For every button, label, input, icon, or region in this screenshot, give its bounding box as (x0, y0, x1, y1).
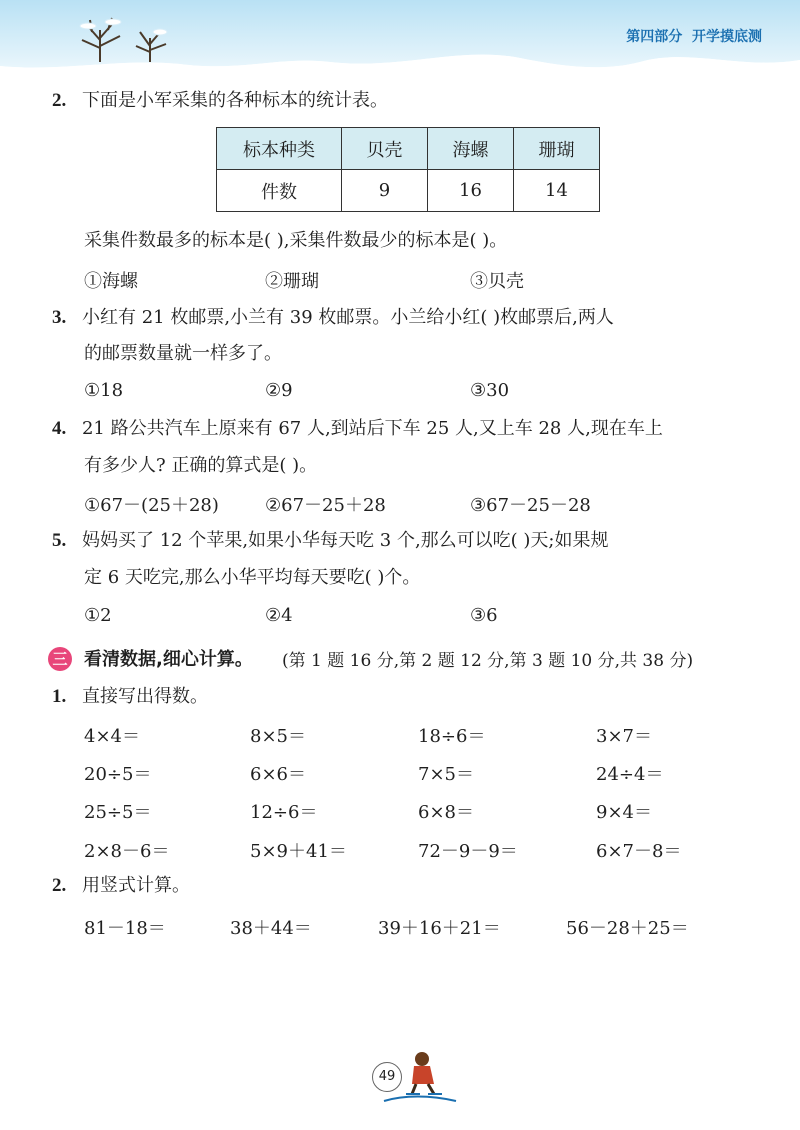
option-3: ③贝壳 (470, 271, 524, 292)
calc-item: 39＋16＋21＝ (378, 918, 501, 939)
calc-item: 3×7＝ (596, 726, 652, 747)
table-header-row (217, 128, 600, 170)
question-number: 2. (52, 90, 67, 111)
specimen-table (216, 127, 600, 212)
table-cell: 贝壳 (342, 128, 428, 170)
option-1: ①67－(25＋28) (84, 495, 219, 516)
question-4 (52, 417, 663, 441)
table-cell: 14 (514, 170, 600, 212)
question-text: 21 路公共汽车上原来有 67 人,到站后下车 25 人,又上车 28 人,现在车上 (81, 418, 663, 439)
table-cell: 珊瑚 (514, 128, 600, 170)
calc-question-2 (52, 874, 190, 898)
question-text-line2: 有多少人? 正确的算式是( )。 (84, 455, 318, 476)
option-1: ①海螺 (84, 271, 138, 292)
calc-item: 7×5＝ (418, 764, 474, 785)
calc-item: 12÷6＝ (250, 802, 318, 823)
option-3: ③67－25－28 (470, 495, 591, 516)
option-1: ①2 (84, 605, 112, 626)
calc-item: 6×7－8＝ (596, 841, 682, 862)
calc-item: 5×9＋41＝ (250, 841, 347, 862)
question-3 (52, 306, 614, 330)
option-2: ②67－25＋28 (265, 495, 386, 516)
section-title: 看清数据,细心计算。 (84, 649, 253, 670)
option-2: ②珊瑚 (265, 271, 319, 292)
calc-item: 2×8－6＝ (84, 841, 170, 862)
skater-mascot-icon (404, 1050, 444, 1100)
option-2: ②4 (265, 605, 293, 626)
calc-item: 6×8＝ (418, 802, 474, 823)
option-1: ①18 (84, 380, 124, 401)
question-text: 采集件数最多的标本是( ),采集件数最少的标本是( )。 (84, 230, 508, 251)
calc-item: 38＋44＝ (230, 918, 312, 939)
question-text: 小红有 21 枚邮票,小兰有 39 枚邮票。小兰给小红( )枚邮票后,两人 (81, 307, 614, 328)
calc-item: 72－9－9＝ (418, 841, 518, 862)
question-text: 妈妈买了 12 个苹果,如果小华每天吃 3 个,那么可以吃( )天;如果规 (81, 530, 609, 551)
table-cell: 16 (428, 170, 514, 212)
question-number: 4. (52, 418, 67, 439)
question-number: 2. (52, 875, 67, 896)
calc-item: 25÷5＝ (84, 802, 152, 823)
calc-item: 6×6＝ (250, 764, 306, 785)
question-text: 直接写出得数。 (81, 686, 208, 707)
option-2: ②9 (265, 380, 293, 401)
question-number: 5. (52, 530, 67, 551)
calc-item: 8×5＝ (250, 726, 306, 747)
table-cell: 标本种类 (217, 128, 342, 170)
table-cell: 件数 (217, 170, 342, 212)
calc-item: 81－18＝ (84, 918, 166, 939)
calc-question-1 (52, 685, 208, 709)
winter-scene-illustration (0, 0, 800, 95)
question-number: 3. (52, 307, 67, 328)
question-number: 1. (52, 686, 67, 707)
option-3: ③30 (470, 380, 510, 401)
calc-item: 20÷5＝ (84, 764, 152, 785)
calc-item: 18÷6＝ (418, 726, 486, 747)
section-number-badge: 三 (48, 647, 72, 671)
question-text-line2: 定 6 天吃完,那么小华平均每天要吃( )个。 (84, 567, 421, 588)
calc-item: 56－28＋25＝ (566, 918, 689, 939)
header-banner (0, 0, 800, 95)
table-cell: 9 (342, 170, 428, 212)
question-text: 用竖式计算。 (81, 875, 190, 896)
question-2 (52, 89, 388, 113)
section-score-note: (第 1 题 16 分,第 2 题 12 分,第 3 题 10 分,共 38 分) (282, 651, 694, 671)
question-text-line2: 的邮票数量就一样多了。 (84, 343, 282, 364)
calc-item: 24÷4＝ (596, 764, 664, 785)
table-row (217, 170, 600, 212)
calc-item: 9×4＝ (596, 802, 652, 823)
section-header: 第四部分 开学摸底测 (626, 29, 762, 45)
table-cell: 海螺 (428, 128, 514, 170)
question-5 (52, 529, 609, 553)
option-3: ③6 (470, 605, 498, 626)
calc-item: 4×4＝ (84, 726, 140, 747)
page-number: 49 (372, 1062, 402, 1092)
question-text: 下面是小军采集的各种标本的统计表。 (81, 90, 388, 111)
